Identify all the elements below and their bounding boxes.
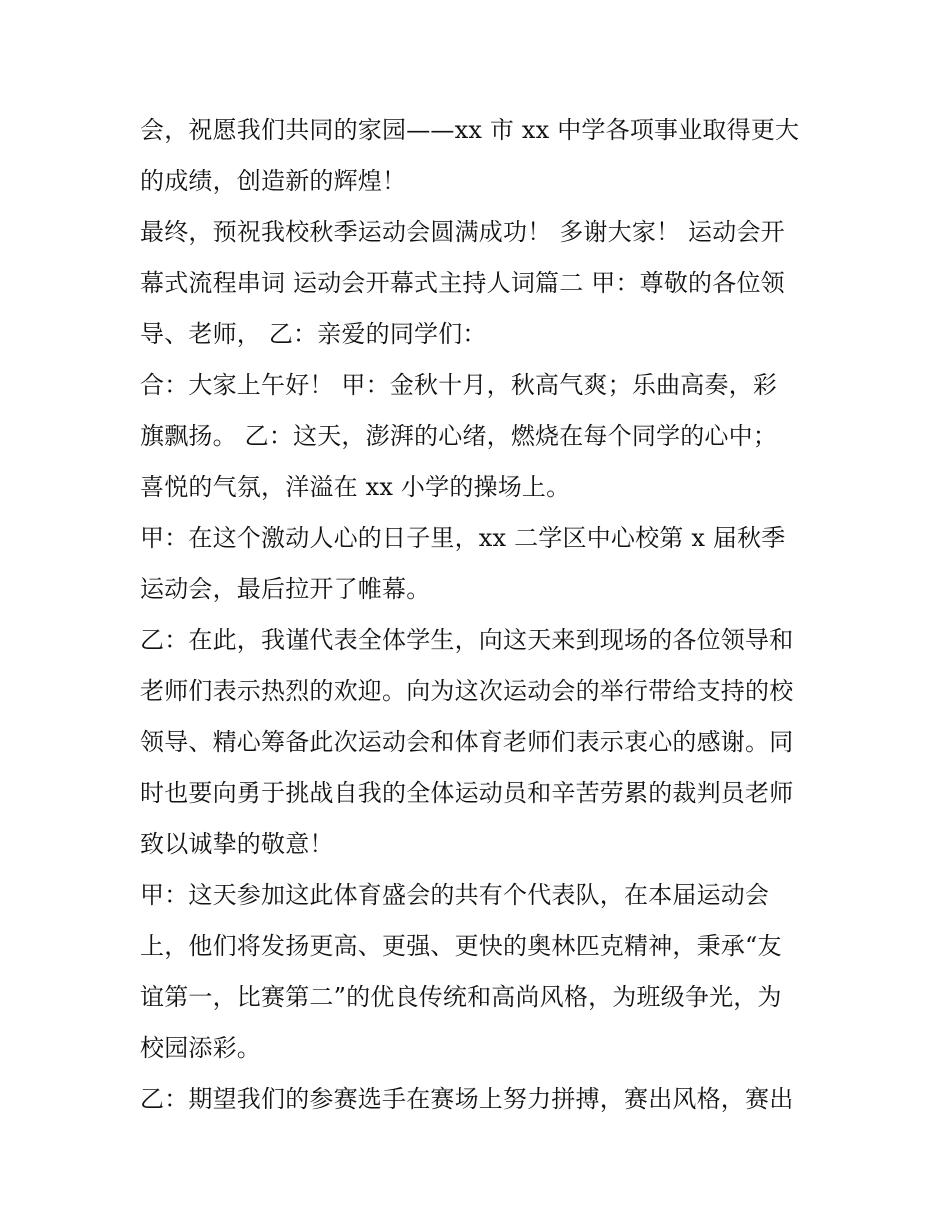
text-line: 的成绩，创造新的辉煌！ xyxy=(140,167,407,195)
text-line: 上，他们将发扬更高、更强、更快的奥林匹克精神，秉承“友 xyxy=(140,932,782,960)
text-line: 幕式流程串词 运动会开幕式主持人词篇二 甲：尊敬的各位领 xyxy=(140,269,785,297)
text-line: 校园添彩。 xyxy=(140,1034,261,1062)
text-line: 喜悦的气氛，洋溢在 xx 小学的操场上。 xyxy=(140,473,571,501)
text-line: 致以诚挚的敬意！ xyxy=(140,830,334,858)
text-line: 甲：这天参加这此体育盛会的共有个代表队，在本届运动会 xyxy=(140,881,770,909)
text-line: 乙：期望我们的参赛选手在赛场上努力拼搏，赛出风格，赛出 xyxy=(140,1085,794,1113)
text-line: 运动会，最后拉开了帷幕。 xyxy=(140,575,431,603)
text-line: 谊第一，比赛第二”的优良传统和高尚风格，为班级争光，为 xyxy=(140,983,782,1011)
text-line: 导、老师， 乙：亲爱的同学们： xyxy=(140,320,487,348)
text-line: 旗飘扬。 乙：这天，澎湃的心绪，燃烧在每个同学的心中； xyxy=(140,422,778,450)
text-line: 领导、精心筹备此次运动会和体育老师们表示衷心的感谢。同 xyxy=(140,728,794,756)
text-line: 甲：在这个激动人心的日子里，xx 二学区中心校第 x 届秋季 xyxy=(140,524,786,552)
document-body xyxy=(140,105,820,1125)
text-line: 会，祝愿我们共同的家园——xx 市 xx 中学各项事业取得更大 xyxy=(140,116,800,144)
text-line: 时也要向勇于挑战自我的全体运动员和辛苦劳累的裁判员老师 xyxy=(140,779,794,807)
text-line: 合：大家上午好！ 甲：金秋十月，秋高气爽；乐曲高奏，彩 xyxy=(140,371,778,399)
text-line: 老师们表示热烈的欢迎。向为这次运动会的举行带给支持的校 xyxy=(140,677,794,705)
text-line: 最终，预祝我校秋季运动会圆满成功！ 多谢大家！ 运动会开 xyxy=(140,218,785,246)
text-line: 乙：在此，我谨代表全体学生，向这天来到现场的各位领导和 xyxy=(140,626,794,654)
